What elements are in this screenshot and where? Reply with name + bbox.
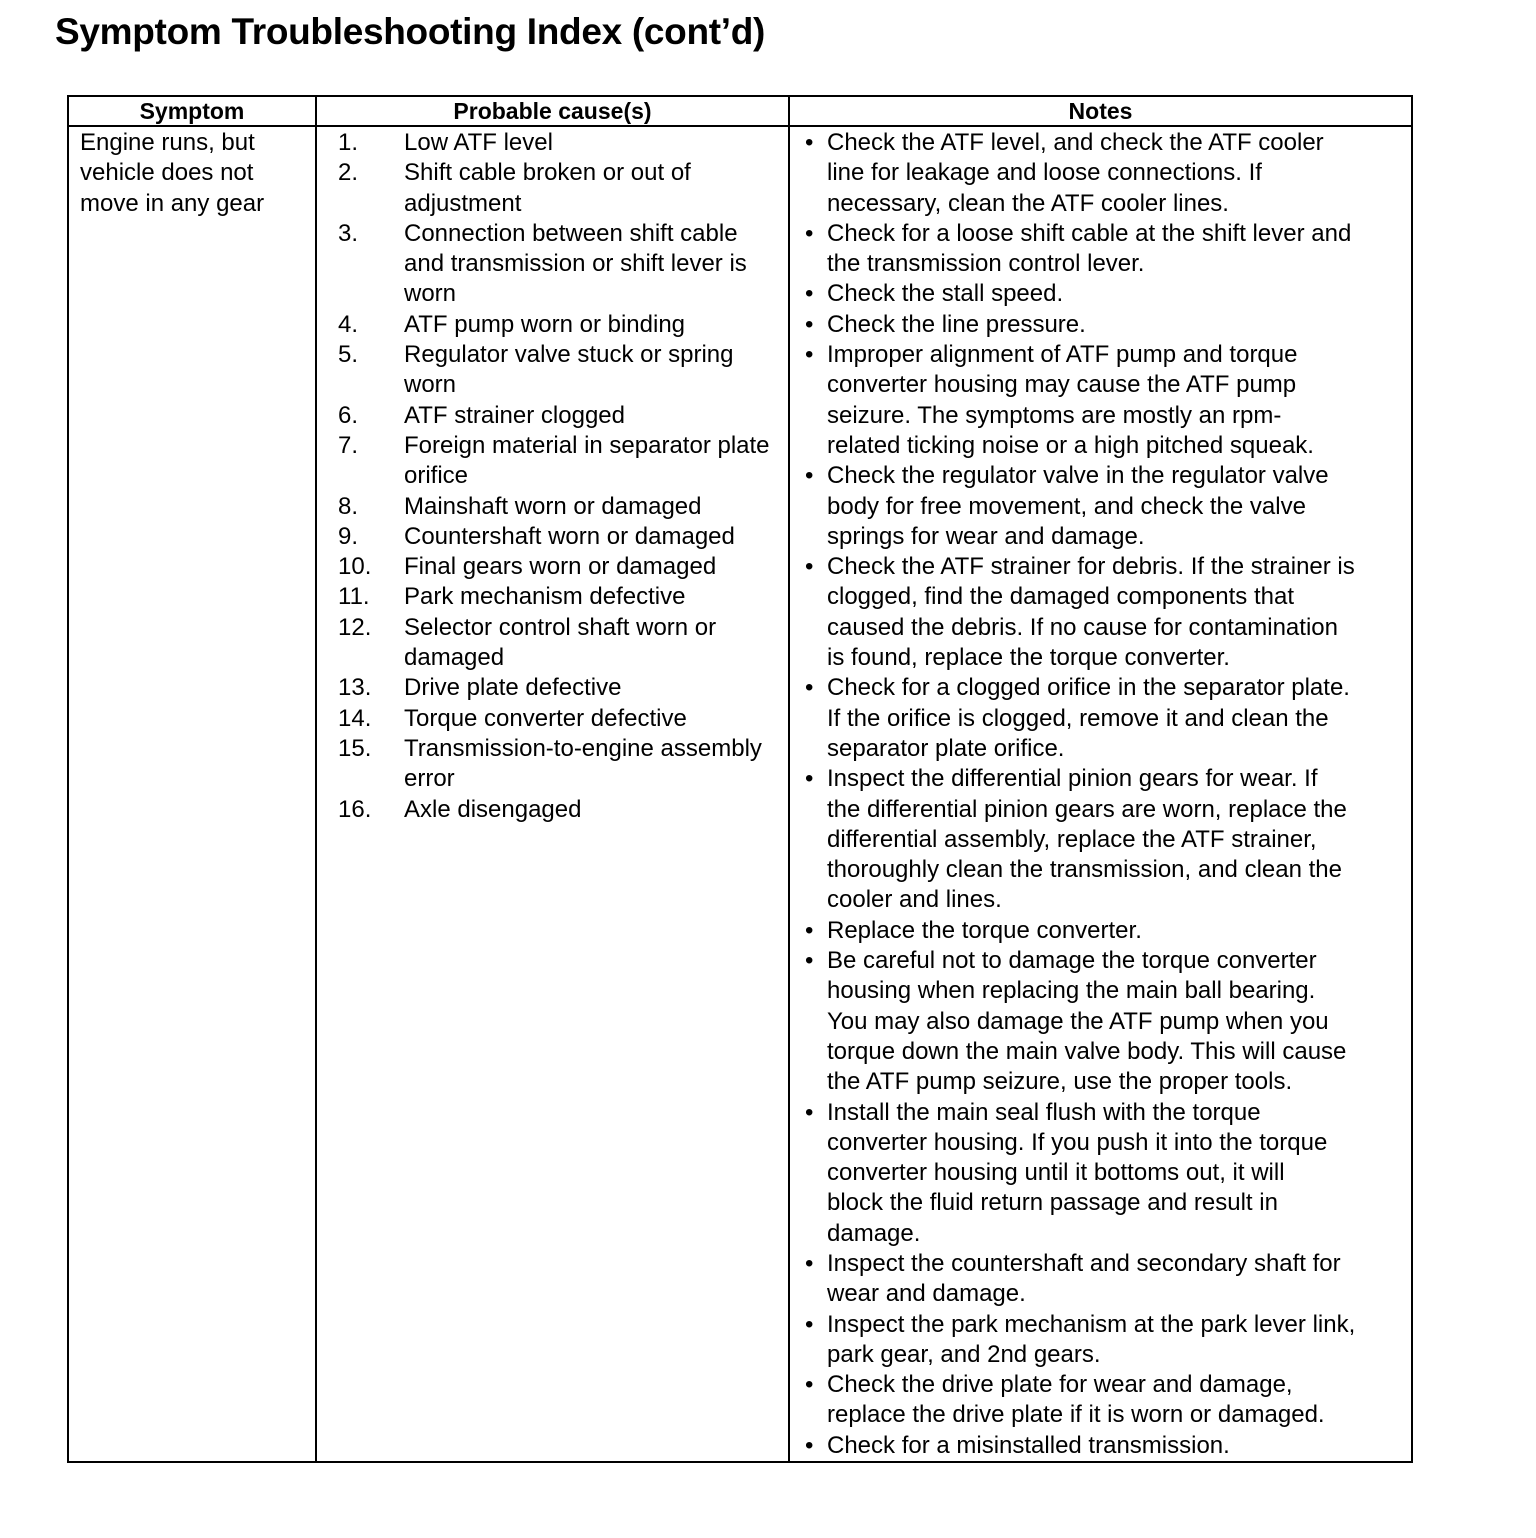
cause-number: 12. xyxy=(338,613,372,641)
troubleshooting-table xyxy=(67,95,1413,1463)
cause-item xyxy=(317,492,788,522)
note-line: line for leakage and loose connections. If xyxy=(827,159,1262,187)
note-line: Inspect the park mechanism at the park lever link, xyxy=(827,1310,1356,1338)
cause-item xyxy=(317,401,788,431)
note-line: Inspect the countershaft and secondary shaft for xyxy=(827,1249,1341,1277)
note-line: park gear, and 2nd gears. xyxy=(827,1340,1101,1368)
notes-list xyxy=(790,127,1411,1461)
bullet-icon: • xyxy=(805,462,814,490)
bullet-icon: • xyxy=(805,1431,814,1459)
note-line: Check for a loose shift cable at the shift lever and xyxy=(827,219,1352,247)
cause-text: Regulator valve stuck or spring worn xyxy=(404,341,734,399)
cause-item xyxy=(317,310,788,340)
cause-item xyxy=(317,673,788,703)
note-item xyxy=(790,279,1403,309)
note-line: If the orifice is clogged, remove it and clean the xyxy=(827,704,1329,732)
cause-number: 14. xyxy=(338,704,372,732)
bullet-icon: • xyxy=(805,1098,814,1126)
note-line: thoroughly clean the transmission, and clean the xyxy=(827,856,1342,884)
header-symptom: Symptom xyxy=(68,96,316,126)
note-item xyxy=(790,946,1403,1097)
cause-item xyxy=(317,158,788,219)
note-line: clogged, find the damaged components that xyxy=(827,583,1294,611)
causes-cell xyxy=(316,126,789,1462)
header-probable-causes: Probable cause(s) xyxy=(316,96,789,126)
cause-number: 6. xyxy=(338,401,359,429)
cause-item xyxy=(317,613,788,674)
note-item xyxy=(790,552,1403,673)
bullet-icon: • xyxy=(805,129,814,156)
note-line: Improper alignment of ATF pump and torque xyxy=(827,341,1298,369)
cause-number: 13. xyxy=(338,674,372,702)
cause-number: 3. xyxy=(338,219,359,247)
cause-text: Final gears worn or damaged xyxy=(404,553,717,581)
bullet-icon: • xyxy=(805,1371,814,1399)
note-line: block the fluid return passage and result in xyxy=(827,1189,1278,1217)
cause-item xyxy=(317,704,788,734)
note-item xyxy=(790,1370,1403,1431)
table-header-row xyxy=(68,96,1412,126)
cause-number: 5. xyxy=(338,341,359,369)
bullet-icon: • xyxy=(805,1249,814,1277)
cause-number: 9. xyxy=(338,522,359,550)
cause-number: 4. xyxy=(338,310,359,338)
note-line: wear and damage. xyxy=(827,1280,1026,1308)
bullet-icon: • xyxy=(805,916,814,944)
cause-text: Connection between shift cable and transmission or shift lever is worn xyxy=(404,219,747,308)
cause-text: ATF strainer clogged xyxy=(404,401,625,429)
cause-number: 16. xyxy=(338,795,372,823)
note-item xyxy=(790,916,1403,946)
bullet-icon: • xyxy=(805,553,814,581)
note-item xyxy=(790,764,1403,915)
note-line: Check the regulator valve in the regulator valve xyxy=(827,462,1329,490)
cause-number: 8. xyxy=(338,492,359,520)
note-item xyxy=(790,340,1403,461)
note-line: replace the drive plate if it is worn or damaged. xyxy=(827,1401,1325,1429)
cause-item xyxy=(317,128,788,158)
cause-text: Park mechanism defective xyxy=(404,583,686,611)
note-line: converter housing may cause the ATF pump xyxy=(827,371,1297,399)
bullet-icon: • xyxy=(805,947,814,975)
cause-text: Mainshaft worn or damaged xyxy=(404,492,702,520)
note-line: Check the ATF level, and check the ATF cooler xyxy=(827,129,1324,156)
cause-number: 7. xyxy=(338,431,359,459)
note-item xyxy=(790,1310,1403,1371)
note-line: is found, replace the torque converter. xyxy=(827,644,1230,672)
note-line: Check the drive plate for wear and damage, xyxy=(827,1371,1293,1399)
note-line: differential assembly, replace the ATF strainer, xyxy=(827,825,1317,853)
note-line: caused the debris. If no cause for contamination xyxy=(827,613,1338,641)
cause-text: Axle disengaged xyxy=(404,795,582,823)
note-line: springs for wear and damage. xyxy=(827,522,1145,550)
note-item xyxy=(790,1098,1403,1249)
cause-item xyxy=(317,431,788,492)
note-line: Check the ATF strainer for debris. If the strainer is xyxy=(827,553,1355,581)
note-line: Check for a misinstalled transmission. xyxy=(827,1431,1230,1459)
note-line: Be careful not to damage the torque converter xyxy=(827,947,1317,975)
cause-number: 10. xyxy=(338,553,372,581)
note-line: seizure. The symptoms are mostly an rpm- xyxy=(827,401,1282,429)
cause-item xyxy=(317,340,788,401)
header-notes: Notes xyxy=(789,96,1412,126)
cause-text: Shift cable broken or out of adjustment xyxy=(404,159,691,217)
note-line: the transmission control lever. xyxy=(827,250,1145,278)
bullet-icon: • xyxy=(805,310,814,338)
note-line: cooler and lines. xyxy=(827,886,1002,914)
note-item xyxy=(790,219,1403,280)
note-line: housing when replacing the main ball bearing. xyxy=(827,977,1316,1005)
note-line: Inspect the differential pinion gears for wear. If xyxy=(827,765,1318,793)
note-item xyxy=(790,1249,1403,1310)
table-row xyxy=(68,126,1412,1462)
cause-number: 11. xyxy=(338,583,370,611)
cause-text: Low ATF level xyxy=(404,129,553,156)
notes-cell xyxy=(789,126,1412,1462)
bullet-icon: • xyxy=(805,1310,814,1338)
cause-text: Torque converter defective xyxy=(404,704,687,732)
note-line: necessary, clean the ATF cooler lines. xyxy=(827,189,1229,217)
cause-item xyxy=(317,522,788,552)
note-line: Check the line pressure. xyxy=(827,310,1086,338)
note-line: the ATF pump seizure, use the proper tools. xyxy=(827,1068,1293,1096)
bullet-icon: • xyxy=(805,341,814,369)
note-line: separator plate orifice. xyxy=(827,734,1065,762)
cause-item xyxy=(317,552,788,582)
cause-number: 2. xyxy=(338,159,359,187)
cause-text: Drive plate defective xyxy=(404,674,622,702)
cause-text: Transmission-to-engine assembly error xyxy=(404,734,762,793)
note-line: body for free movement, and check the valve xyxy=(827,492,1306,520)
note-line: the differential pinion gears are worn, replace the xyxy=(827,795,1347,823)
note-line: Check for a clogged orifice in the separator plate. xyxy=(827,674,1350,702)
note-item xyxy=(790,310,1403,340)
note-item xyxy=(790,128,1403,219)
cause-item xyxy=(317,795,788,825)
bullet-icon: • xyxy=(805,674,814,702)
cause-item xyxy=(317,219,788,310)
note-line: converter housing until it bottoms out, it will xyxy=(827,1159,1285,1187)
note-item xyxy=(790,1431,1403,1461)
cause-item xyxy=(317,734,788,795)
note-line: torque down the main valve body. This will cause xyxy=(827,1037,1347,1065)
cause-text: Selector control shaft worn or damaged xyxy=(404,613,717,672)
note-line: related ticking noise or a high pitched squeak. xyxy=(827,431,1314,459)
symptom-cell xyxy=(68,126,316,1462)
bullet-icon: • xyxy=(805,219,814,247)
note-line: Replace the torque converter. xyxy=(827,916,1142,944)
note-item xyxy=(790,673,1403,764)
cause-text: Foreign material in separator plate orifice xyxy=(404,431,770,490)
note-line: converter housing. If you push it into the torque xyxy=(827,1128,1328,1156)
note-item xyxy=(790,461,1403,552)
cause-item xyxy=(317,582,788,612)
note-line: Install the main seal flush with the torque xyxy=(827,1098,1261,1126)
note-line: Check the stall speed. xyxy=(827,280,1064,308)
note-line: You may also damage the ATF pump when you xyxy=(827,1007,1329,1035)
symptom-text: Engine runs, but vehicle does not move in any gear xyxy=(80,129,265,217)
note-line: damage. xyxy=(827,1219,921,1247)
cause-text: ATF pump worn or binding xyxy=(404,310,686,338)
causes-list xyxy=(317,127,788,825)
cause-number: 15. xyxy=(338,734,372,762)
bullet-icon: • xyxy=(805,765,814,793)
cause-text: Countershaft worn or damaged xyxy=(404,522,735,550)
cause-number: 1. xyxy=(338,129,359,156)
page-title: Symptom Troubleshooting Index (cont’d) xyxy=(55,11,766,52)
bullet-icon: • xyxy=(805,280,814,308)
